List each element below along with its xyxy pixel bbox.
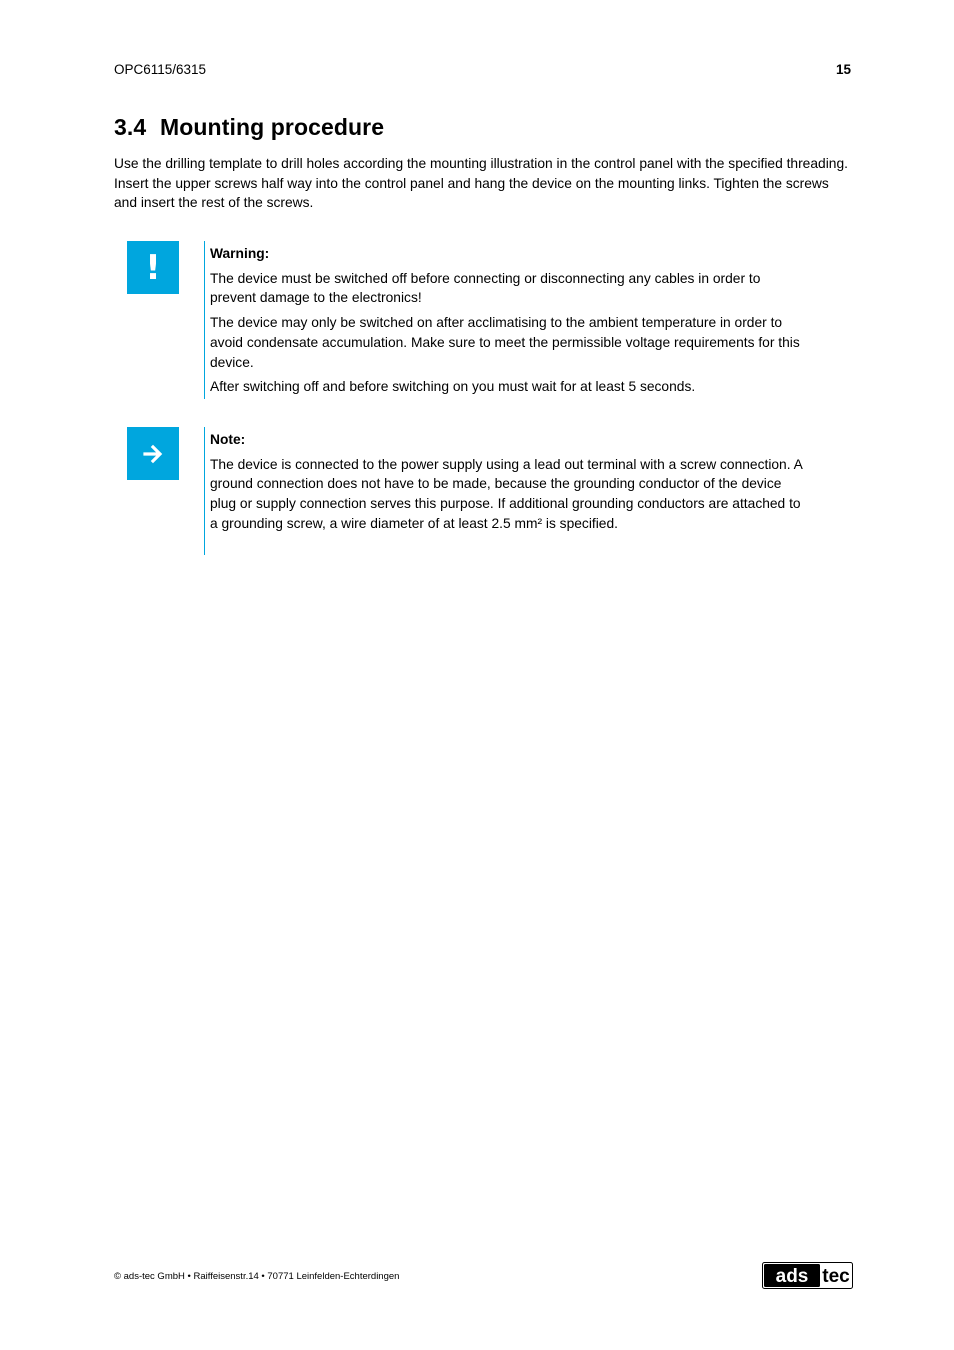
warning-paragraph: The device may only be switched on after acclimatising to the ambient temperature in order to avoid condensate accumulation. Make sure to meet the permissible voltage requirements for this device. — [210, 315, 800, 370]
section-title: Mounting procedure — [160, 114, 385, 140]
section-heading — [114, 114, 384, 141]
warning-heading: Warning: — [210, 246, 270, 261]
intro-paragraph: Use the drilling template to drill holes according the mounting illustration in the control panel with the specified threading. Insert the upper screws half way into the control panel and hang the device on the mounting links. Tighten the screws and insert the rest of the screws. — [114, 156, 848, 211]
footer-address: © ads-tec GmbH • Raiffeisenstr.14 • 70771 Leinfelden-Echterdingen — [114, 1271, 400, 1282]
ads-tec-logo — [762, 1262, 853, 1289]
note-body — [210, 430, 810, 539]
section-number: 3.4 — [114, 114, 147, 140]
warning-paragraph: The device must be switched off before connecting or disconnecting any cables in order to prevent damage to the electronics! — [210, 270, 761, 306]
page-number: 15 — [835, 62, 851, 77]
note-divider — [204, 427, 205, 555]
svg-text:tec: tec — [822, 1266, 850, 1287]
svg-text:ads: ads — [775, 1266, 809, 1287]
document-id: OPC6115/6315 — [114, 62, 207, 77]
warning-paragraph: After switching off and before switching on you must wait for at least 5 seconds. — [210, 379, 696, 395]
note-paragraph: The device is connected to the power supply using a lead out terminal with a screw connection. A ground connection does not have to be made, because the grounding conductor of the device plug or supply connection serves this purpose. If additional grounding conductors are attached to a grounding screw, a wire diameter of at least 2.5 mm² is specified. — [210, 456, 803, 531]
note-heading: Note: — [210, 432, 246, 447]
warning-divider — [204, 241, 205, 399]
warning-body — [210, 244, 810, 402]
arrow-right-icon — [127, 427, 179, 480]
exclamation-icon: ! — [127, 241, 179, 294]
